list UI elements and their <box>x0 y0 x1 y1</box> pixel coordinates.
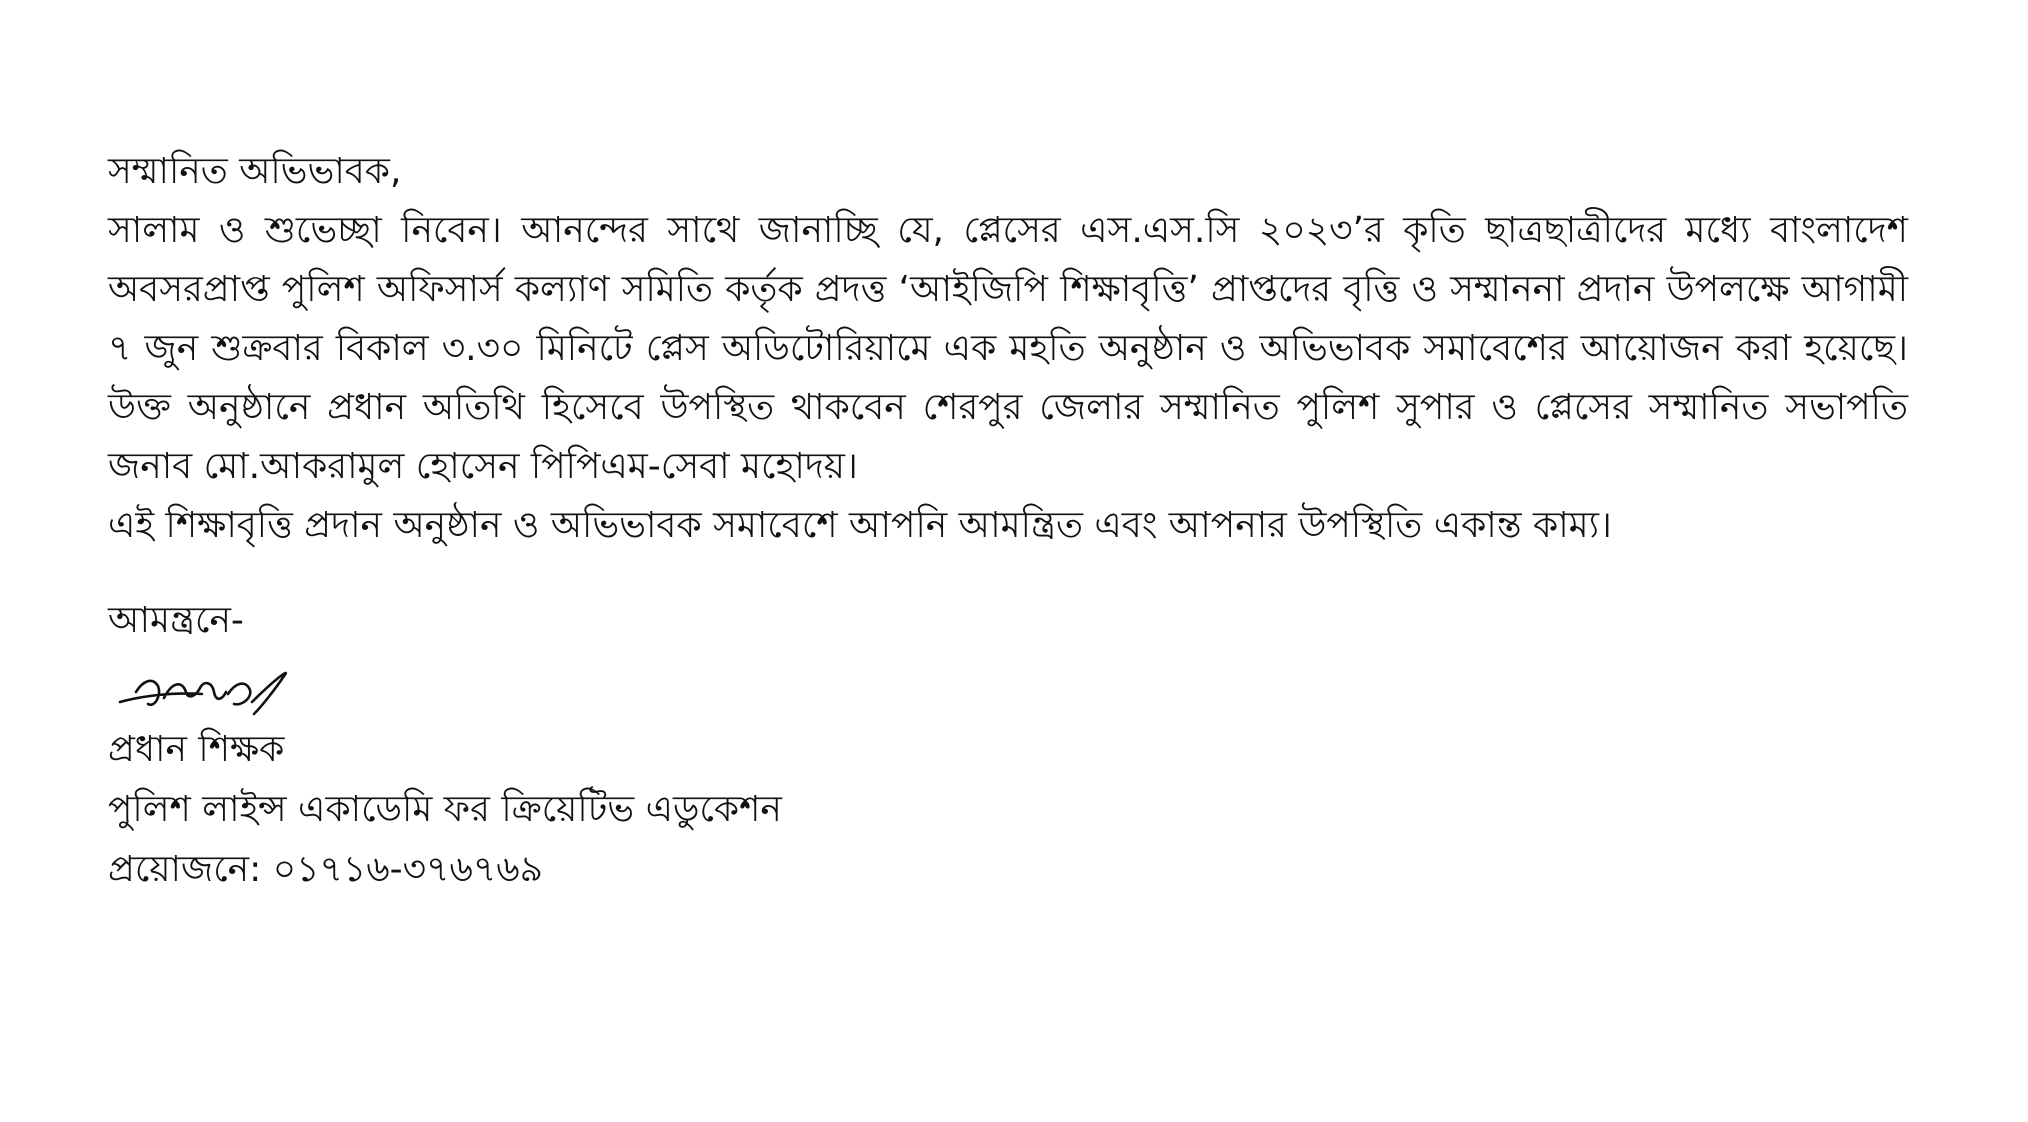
signatory-title: প্রধান শিক্ষক <box>108 729 285 770</box>
handwritten-signature <box>112 652 302 722</box>
institution-name: পুলিশ লাইন্স একাডেমি ফর ক্রিয়েটিভ এডুকেশন <box>108 789 782 830</box>
salutation: সম্মানিত অভিভাবক, <box>108 151 402 192</box>
letter-closing: এই শিক্ষাবৃত্তি প্রদান অনুষ্ঠান ও অভিভাবক সমাবেশে আপনি আমন্ত্রিত এবং আপনার উপস্থিতি একান্ত কাম্য। <box>108 505 1612 546</box>
invitation-letter <box>108 142 1908 902</box>
invitation-label: আমন্ত্রনে- <box>108 600 244 641</box>
letter-body: সালাম ও শুভেচ্ছা নিবেন। আনন্দের সাথে জানাচ্ছি যে, প্লেসের এস.এস.সি ২০২৩’র কৃতি ছাত্রছাত্রীদের মধ্যে বাংলাদেশ অবসরপ্রাপ্ত পুলিশ অফিসার্স কল্যাণ সমিতি কর্তৃক প্রদত্ত ‘আইজিপি শিক্ষাবৃত্তি’ প্রাপ্তদের বৃত্তি ও সম্মাননা প্রদান উপলক্ষে আগামী ৭ জুন শুক্রবার বিকাল ৩.৩০ মিনিটে প্লেস অডিটোরিয়ামে এক মহতি অনুষ্ঠান ও অভিভাবক সমাবেশের আয়োজন করা হয়েছে। উক্ত অনুষ্ঠানে প্রধান অতিথি হিসেবে উপস্থিত থাকবেন শেরপুর জেলার সম্মানিত পুলিশ সুপার ও প্লেসের সম্মানিত সভাপতি জনাব মো.আকরামুল হোসেন পিপিএম-সেবা মহোদয়। <box>108 210 1908 487</box>
contact-number: প্রয়োজনে: ০১৭১৬-৩৭৬৭৬৯ <box>108 849 544 890</box>
